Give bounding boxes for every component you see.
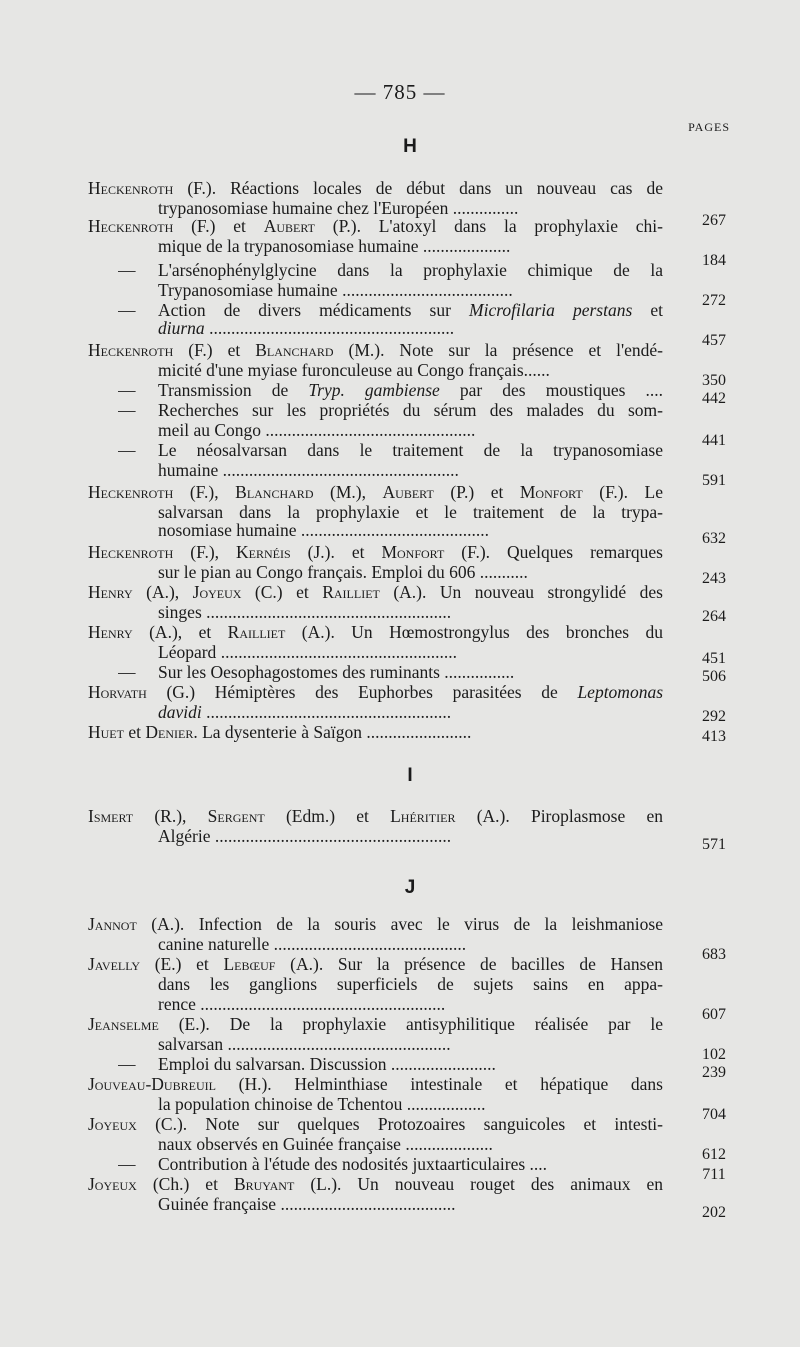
index-entry-line: — Recherches sur les propriétés du sérum des malades du som- bbox=[118, 400, 663, 420]
index-entry-line: Heckenroth (F.) et Blanchard (M.). Note sur la présence et l'endé- bbox=[88, 340, 663, 360]
index-entry-line: Jannot (A.). Infection de la souris avec le virus de la leishmaniose bbox=[88, 914, 663, 934]
index-entry-line: — Contribution à l'étude des nodosités juxtaarticulaires .... bbox=[118, 1154, 548, 1174]
index-entry-line: Henry (A.), et Railliet (A.). Un Hœmostrongylus des bronches du bbox=[88, 622, 663, 642]
index-entry-line: Joyeux (C.). Note sur quelques Protozoaires sanguicoles et intesti- bbox=[88, 1114, 663, 1134]
index-entry-line: Algérie ...................................................... bbox=[158, 826, 452, 846]
page-number: — 785 — bbox=[354, 80, 446, 104]
index-entry-line: Heckenroth (F.). Réactions locales de début dans un nouveau cas de bbox=[88, 178, 663, 198]
index-entry-line: dans les ganglions superficiels de sujets sains en appa- bbox=[158, 974, 663, 994]
index-entry-line: nosomiase humaine ........................................... bbox=[158, 520, 490, 540]
page-reference: 632 bbox=[702, 530, 726, 547]
index-entry-line: rence ........................................................ bbox=[158, 994, 446, 1014]
index-entry-line: canine naturelle ............................................ bbox=[158, 934, 467, 954]
page-reference: 350 bbox=[702, 372, 726, 389]
section-letter-h: H bbox=[403, 136, 417, 157]
index-entry-line: Jeanselme (E.). De la prophylaxie antisyphilitique réalisée par le bbox=[88, 1014, 663, 1034]
page-reference: 571 bbox=[702, 836, 726, 853]
index-entry-line: salvarsan ................................................... bbox=[158, 1034, 451, 1054]
index-entry-line: Henry (A.), Joyeux (C.) et Railliet (A.). Un nouveau strongylidé des bbox=[88, 582, 663, 602]
index-entry-line: — Sur les Oesophagostomes des ruminants ................ bbox=[118, 662, 515, 682]
index-entry-line: — Action de divers médicaments sur Microfilaria perstans et bbox=[118, 300, 663, 320]
index-entry-line: humaine ...................................................... bbox=[158, 460, 459, 480]
page-reference: 451 bbox=[702, 650, 726, 667]
page-reference: 457 bbox=[702, 332, 726, 349]
index-entry-line: Joyeux (Ch.) et Bruyant (L.). Un nouveau rouget des animaux en bbox=[88, 1174, 663, 1194]
page-reference: 267 bbox=[702, 212, 726, 229]
index-entry-line: Trypanosomiase humaine ....................................... bbox=[158, 280, 513, 300]
page-reference: 243 bbox=[702, 570, 726, 587]
page-reference: 272 bbox=[702, 292, 726, 309]
page-reference: 704 bbox=[702, 1106, 726, 1123]
index-entry-line: — L'arsénophénylglycine dans la prophylaxie chimique de la bbox=[118, 260, 663, 280]
index-entry-line: Léopard ...................................................... bbox=[158, 642, 457, 662]
index-entry-line: la population chinoise de Tchentou .................. bbox=[158, 1094, 486, 1114]
page-reference: 264 bbox=[702, 608, 726, 625]
index-entry-line: singes ........................................................ bbox=[158, 602, 452, 622]
index-entry-line: — Emploi du salvarsan. Discussion ........................ bbox=[118, 1054, 496, 1074]
index-entry-line: Horvath (G.) Hémiptères des Euphorbes parasitées de Leptomonas bbox=[88, 682, 663, 702]
page-reference: 413 bbox=[702, 728, 726, 745]
index-entry-line: Jouveau-Dubreuil (H.). Helminthiase intestinale et hépatique dans bbox=[88, 1074, 663, 1094]
index-entry-line: sur le pian au Congo français. Emploi du 606 ........... bbox=[158, 562, 528, 582]
index-entry-line: mique de la trypanosomiase humaine .................... bbox=[158, 236, 511, 256]
page-reference: 711 bbox=[702, 1166, 726, 1183]
index-entry-line: meil au Congo ................................................ bbox=[158, 420, 476, 440]
page-reference: 607 bbox=[702, 1006, 726, 1023]
index-entry-line: Ismert (R.), Sergent (Edm.) et Lhéritier (A.). Piroplasmose en bbox=[88, 806, 663, 826]
page-reference: 442 bbox=[702, 390, 726, 407]
page-reference: 292 bbox=[702, 708, 726, 725]
index-entry-line: davidi ........................................................ bbox=[158, 702, 452, 722]
page-reference: 683 bbox=[702, 946, 726, 963]
index-entry-line: — Transmission de Tryp. gambiense par des moustiques .... bbox=[118, 380, 663, 400]
index-entry-line: micité d'une myiase furonculeuse au Congo français...... bbox=[158, 360, 550, 380]
index-entry-line: — Le néosalvarsan dans le traitement de la trypanosomiase bbox=[118, 440, 663, 460]
page-reference: 202 bbox=[702, 1204, 726, 1221]
section-letter-i: I bbox=[407, 765, 413, 786]
page-reference: 184 bbox=[702, 252, 726, 269]
index-entry-line: trypanosomiase humaine chez l'Européen ............... bbox=[158, 198, 519, 218]
page-reference: 506 bbox=[702, 668, 726, 685]
index-entry-line: Huet et Denier. La dysenterie à Saïgon ........................ bbox=[88, 722, 472, 742]
pages-column-label: PAGES bbox=[688, 120, 730, 134]
index-entry-line: Heckenroth (F.) et Aubert (P.). L'atoxyl dans la prophylaxie chi- bbox=[88, 216, 663, 236]
index-entry-line: diurna ........................................................ bbox=[158, 318, 455, 338]
index-entry-line: Heckenroth (F.), Kernéis (J.). et Monfort (F.). Quelques remarques bbox=[88, 542, 663, 562]
page-reference: 591 bbox=[702, 472, 726, 489]
index-entry-line: Guinée française ........................................ bbox=[158, 1194, 456, 1214]
page-reference: 441 bbox=[702, 432, 726, 449]
section-letter-j: J bbox=[404, 877, 416, 898]
index-entry-line: Javelly (E.) et Lebœuf (A.). Sur la présence de bacilles de Hansen bbox=[88, 954, 663, 974]
page-reference: 102 bbox=[702, 1046, 726, 1063]
index-entry-line: salvarsan dans la prophylaxie et le traitement de la trypa- bbox=[158, 502, 663, 522]
page-reference: 239 bbox=[702, 1064, 726, 1081]
index-entry-line: naux observés en Guinée française .................... bbox=[158, 1134, 493, 1154]
page-reference: 612 bbox=[702, 1146, 726, 1163]
index-entry-line: Heckenroth (F.), Blanchard (M.), Aubert (P.) et Monfort (F.). Le bbox=[88, 482, 663, 502]
